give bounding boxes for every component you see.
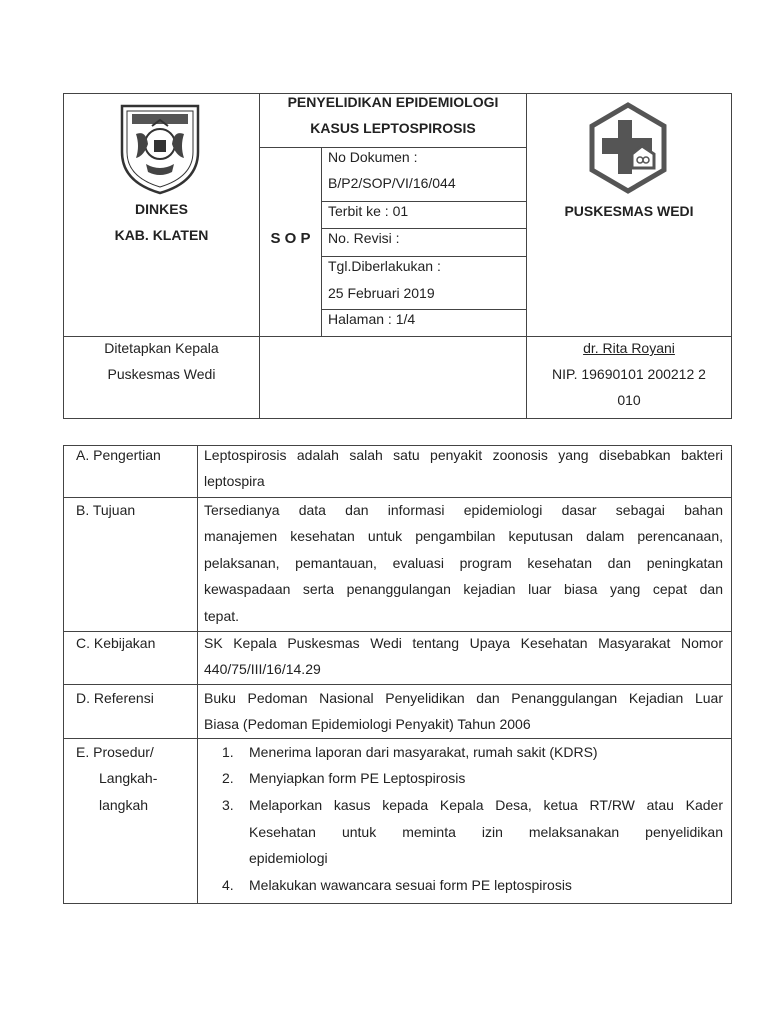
signer-nip-line1: NIP. 19690101 200212 2 <box>552 366 706 382</box>
step-3-line3: epidemiologi <box>249 850 328 866</box>
tgl-value: 25 Februari 2019 <box>328 285 435 301</box>
signer-name: dr. Rita Royani <box>583 340 675 356</box>
right-org: PUSKESMAS WEDI <box>564 203 694 219</box>
left-org-line2: KAB. KLATEN <box>114 227 209 243</box>
section-b-line5: tepat. <box>204 608 240 624</box>
step-3-number: 3. <box>222 797 234 813</box>
step-3-line2: Kesehatan untuk meminta izin melaksanakan penyelidikan <box>249 824 723 840</box>
section-e-label-line1: E. Prosedur/ <box>76 744 154 760</box>
section-b-line3: pelaksanan, pemantauan, evaluasi program kesehatan dan peningkatan <box>204 555 723 571</box>
sop-label: S O P <box>270 230 311 247</box>
section-b-line1: Tersedianya data dan informasi epidemiologi dasar sebagai bahan <box>204 502 723 518</box>
klaten-crest-icon <box>116 100 204 196</box>
section-b-line4: kewaspadaan serta penanggulangan kejadian luar biasa yang cepat dan <box>204 581 723 597</box>
step-1-line1: Menerima laporan dari masyarakat, rumah sakit (KDRS) <box>249 744 598 760</box>
doc-no-value: B/P2/SOP/VI/16/044 <box>328 175 456 191</box>
section-a-label: A. Pengertian <box>76 447 161 463</box>
section-b-label: B. Tujuan <box>76 502 136 518</box>
section-d-label: D. Referensi <box>76 690 154 706</box>
title-line1: PENYELIDIKAN EPIDEMIOLOGI <box>287 94 499 110</box>
step-1-number: 1. <box>222 744 234 760</box>
step-4-number: 4. <box>222 877 234 893</box>
doc-no-label: No Dokumen : <box>328 149 418 165</box>
title-line2: KASUS LEPTOSPIROSIS <box>310 120 476 136</box>
section-c-line1: SK Kepala Puskesmas Wedi tentang Upaya Kesehatan Masyarakat Nomor <box>204 635 723 651</box>
section-e-label-line3: langkah <box>99 797 149 813</box>
signer-nip-line2: 010 <box>617 392 641 408</box>
terbit: Terbit ke : 01 <box>328 203 409 219</box>
section-d-line2: Biasa (Pedoman Epidemiologi Penyakit) Tahun 2006 <box>204 716 531 732</box>
revisi: No. Revisi : <box>328 230 400 246</box>
section-c-label: C. Kebijakan <box>76 635 156 651</box>
section-d-line1: Buku Pedoman Nasional Penyelidikan dan Penanggulangan Kejadian Luar <box>204 690 723 706</box>
ditetapkan-line2: Puskesmas Wedi <box>107 366 216 382</box>
section-a-line2: leptospira <box>204 473 265 489</box>
ditetapkan-line1: Ditetapkan Kepala <box>104 340 219 356</box>
section-e-label-line2: Langkah- <box>99 770 158 786</box>
section-a-line1: Leptospirosis adalah salah satu penyakit zoonosis yang disebabkan bakteri <box>204 447 723 463</box>
halaman: Halaman : 1/4 <box>328 311 416 327</box>
step-3-line1: Melaporkan kasus kepada Kepala Desa, ketua RT/RW atau Kader <box>249 797 723 813</box>
step-4-line1: Melakukan wawancara sesuai form PE leptospirosis <box>249 877 572 893</box>
step-2-number: 2. <box>222 770 234 786</box>
left-org-line1: DINKES <box>135 201 188 217</box>
tgl-label: Tgl.Diberlakukan : <box>328 258 441 274</box>
step-2-line1: Menyiapkan form PE Leptospirosis <box>249 770 466 786</box>
section-b-line2: manajemen kesehatan untuk pengambilan keputusan dalam perencanaan, <box>204 528 723 544</box>
puskesmas-cross-logo-icon <box>588 102 668 194</box>
section-c-line2: 440/75/III/16/14.29 <box>204 661 321 677</box>
